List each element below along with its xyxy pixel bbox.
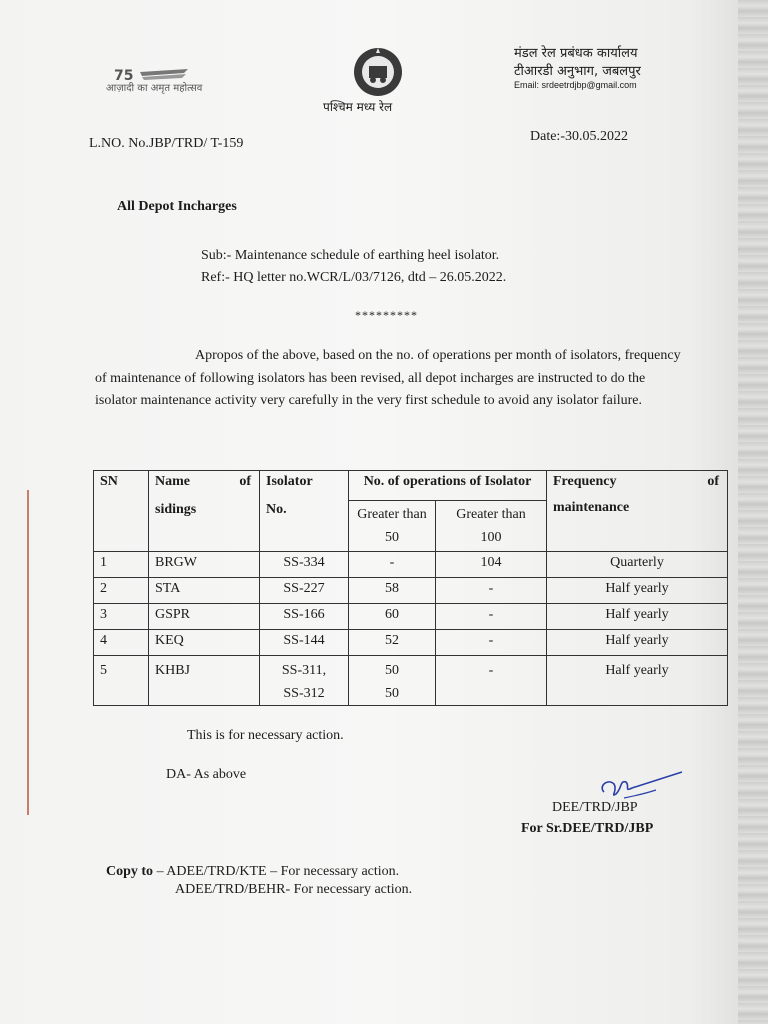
action-line: This is for necessary action. bbox=[187, 728, 344, 743]
page-edge-shadow bbox=[738, 0, 768, 1024]
copy-to-line1 bbox=[106, 864, 399, 880]
table-row: 5 KHBJ SS-311, SS-312 50 50 - Half yearly bbox=[94, 656, 728, 706]
margin-line bbox=[27, 490, 29, 815]
reference-line: Ref:- HQ letter no.WCR/L/03/7126, dtd – 26.05.2022. bbox=[201, 270, 507, 285]
svg-text:75: 75 bbox=[114, 68, 134, 84]
col-header-sn: SN bbox=[94, 471, 149, 552]
copy-to-recipient1: – ADEE/TRD/KTE – For necessary action. bbox=[156, 864, 400, 879]
table-row: 3 GSPR SS-166 60 - Half yearly bbox=[94, 604, 728, 630]
office-email: Email: srdeetrdjbp@gmail.com bbox=[514, 80, 637, 90]
copy-to-label: Copy to bbox=[106, 864, 154, 879]
enclosure-line: DA- As above bbox=[166, 767, 247, 782]
azadi-logo-text: आज़ादी का अमृत महोत्सव bbox=[106, 83, 203, 94]
railway-name-hindi: पश्चिम मध्य रेल bbox=[323, 100, 393, 114]
indian-railways-emblem bbox=[352, 46, 404, 98]
col-header-operations: No. of operations of Isolator bbox=[349, 471, 547, 501]
col-header-greater-50: Greater than 50 bbox=[349, 501, 436, 552]
signatory-designation: DEE/TRD/JBP bbox=[552, 800, 638, 815]
handwritten-signature bbox=[594, 768, 686, 804]
body-text: Apropos of the above, based on the no. of operations per month of isolators, frequency of maintenance of following isolators has been revised, all depot incharges are instructed to do the isolator maintenance activity very carefully in the very first schedule to avoid any isolator failure. bbox=[95, 348, 681, 408]
copy-to-line2: ADEE/TRD/BEHR- For necessary action. bbox=[175, 882, 413, 897]
addressee: All Depot Incharges bbox=[117, 199, 237, 214]
subject-line: Sub:- Maintenance schedule of earthing heel isolator. bbox=[201, 248, 500, 263]
col-header-isolator: Isolator No. bbox=[260, 471, 349, 552]
col-header-name: Name of sidings bbox=[149, 471, 260, 552]
table-row: 1 BRGW SS-334 - 104 Quarterly bbox=[94, 552, 728, 578]
col-header-greater-100: Greater than 100 bbox=[436, 501, 547, 552]
table-row: 2 STA SS-227 58 - Half yearly bbox=[94, 578, 728, 604]
letter-date: Date:-30.05.2022 bbox=[530, 129, 628, 144]
isolator-table bbox=[93, 470, 728, 706]
office-name-line2: टीआरडी अनुभाग, जबलपुर bbox=[514, 64, 641, 79]
letter-reference-number: L.NO. No.JBP/TRD/ T-159 bbox=[89, 136, 244, 151]
office-name-line1: मंडल रेल प्रबंधक कार्यालय bbox=[514, 46, 638, 61]
separator: ********* bbox=[355, 308, 418, 322]
signatory-on-behalf: For Sr.DEE/TRD/JBP bbox=[521, 821, 654, 836]
body-paragraph bbox=[95, 345, 688, 413]
col-header-frequency: Frequency of maintenance bbox=[547, 471, 728, 552]
table-row: 4 KEQ SS-144 52 - Half yearly bbox=[94, 630, 728, 656]
